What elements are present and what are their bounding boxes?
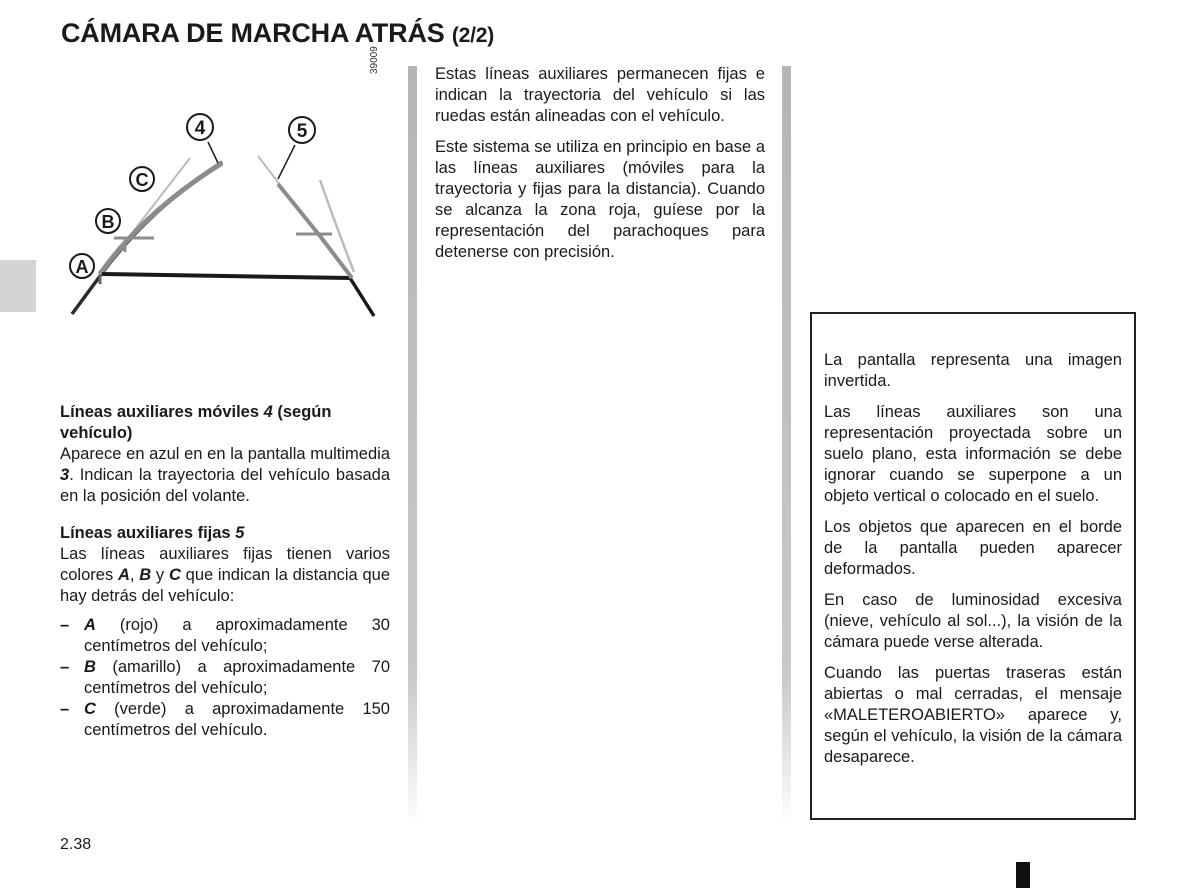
paragraph-system-info: Este sistema se utiliza en principio en base a las líneas auxiliares (móviles para la trayectoria y fijas para la distancia). Cuando se alcanza la zona roja, guíese por la representación del parachoques para detenerse con precisión. [435, 138, 765, 261]
notice-paragraph: Las líneas auxiliares son una representación proyectada sobre un suelo plano, esta información se debe ignorar cuando se superpone a un objeto vertical o colocado en el suelo. [824, 403, 1122, 505]
callout-4: 4 [194, 118, 206, 139]
camera-guidelines-figure [58, 66, 394, 338]
middle-column [435, 64, 765, 273]
section-heading-moving-lines: Líneas auxiliares móviles 4 (según vehículo) [60, 403, 332, 442]
paragraph-fixed-lines-info: Estas líneas auxiliares permanecen fijas e indican la trayectoria del vehículo si las ruedas están alineadas con el vehículo. [435, 65, 765, 125]
page-title [61, 18, 494, 49]
notice-paragraph: Cuando las puertas traseras están abiertas o mal cerradas, el mensaje «MALETEROABIERTO» aparece y, según el vehículo, la visión de la cámara desaparece. [824, 664, 1122, 766]
section-text-moving-lines: Aparece en azul en en la pantalla multimedia 3. Indican la trayectoria del vehículo basada en la posición del volante. [60, 445, 390, 505]
page-edge-marker [1016, 862, 1030, 888]
section-text-fixed-lines: Las líneas auxiliares fijas tienen varios colores A, B y C que indican la distancia que hay detrás del vehículo: [60, 545, 391, 605]
list-item: – C (verde) a aproximadamente 150 centímetros del vehículo. [60, 700, 390, 739]
column-divider-left [408, 66, 417, 826]
notice-paragraph: La pantalla representa una imagen invertida. [824, 351, 1122, 390]
column-divider-right [782, 66, 791, 826]
fixed-guideline-right-base [350, 278, 374, 316]
page-title-text: CÁMARA DE MARCHA ATRÁS [61, 18, 445, 48]
list-item: – A (rojo) a aproximadamente 30 centímetros del vehículo; [60, 616, 390, 655]
left-column [60, 402, 390, 741]
guidelines-diagram [58, 66, 394, 338]
callout-a: A [75, 257, 89, 277]
page-title-suffix: (2/2) [451, 24, 495, 47]
chapter-side-tab [0, 260, 36, 312]
section-heading-fixed-lines: Líneas auxiliares fijas 5 [60, 524, 245, 542]
list-item: – B (amarillo) a aproximadamente 70 centímetros del vehículo; [60, 658, 390, 697]
distance-line-a [102, 274, 350, 278]
callout-c: C [135, 170, 149, 190]
callout-b: B [101, 212, 115, 232]
notice-box [810, 312, 1136, 820]
figure-reference-code: 39009 [369, 46, 380, 74]
page-number: 2.38 [60, 836, 92, 853]
callout-5: 5 [296, 121, 308, 142]
notice-paragraph: Los objetos que aparecen en el borde de la pantalla pueden aparecer deformados. [824, 518, 1122, 578]
fixed-guideline-right [278, 184, 352, 278]
notice-paragraph: En caso de luminosidad excesiva (nieve, vehículo al sol...), la visión de la cámara puede verse alterada. [824, 591, 1122, 651]
distance-color-list [60, 615, 390, 741]
